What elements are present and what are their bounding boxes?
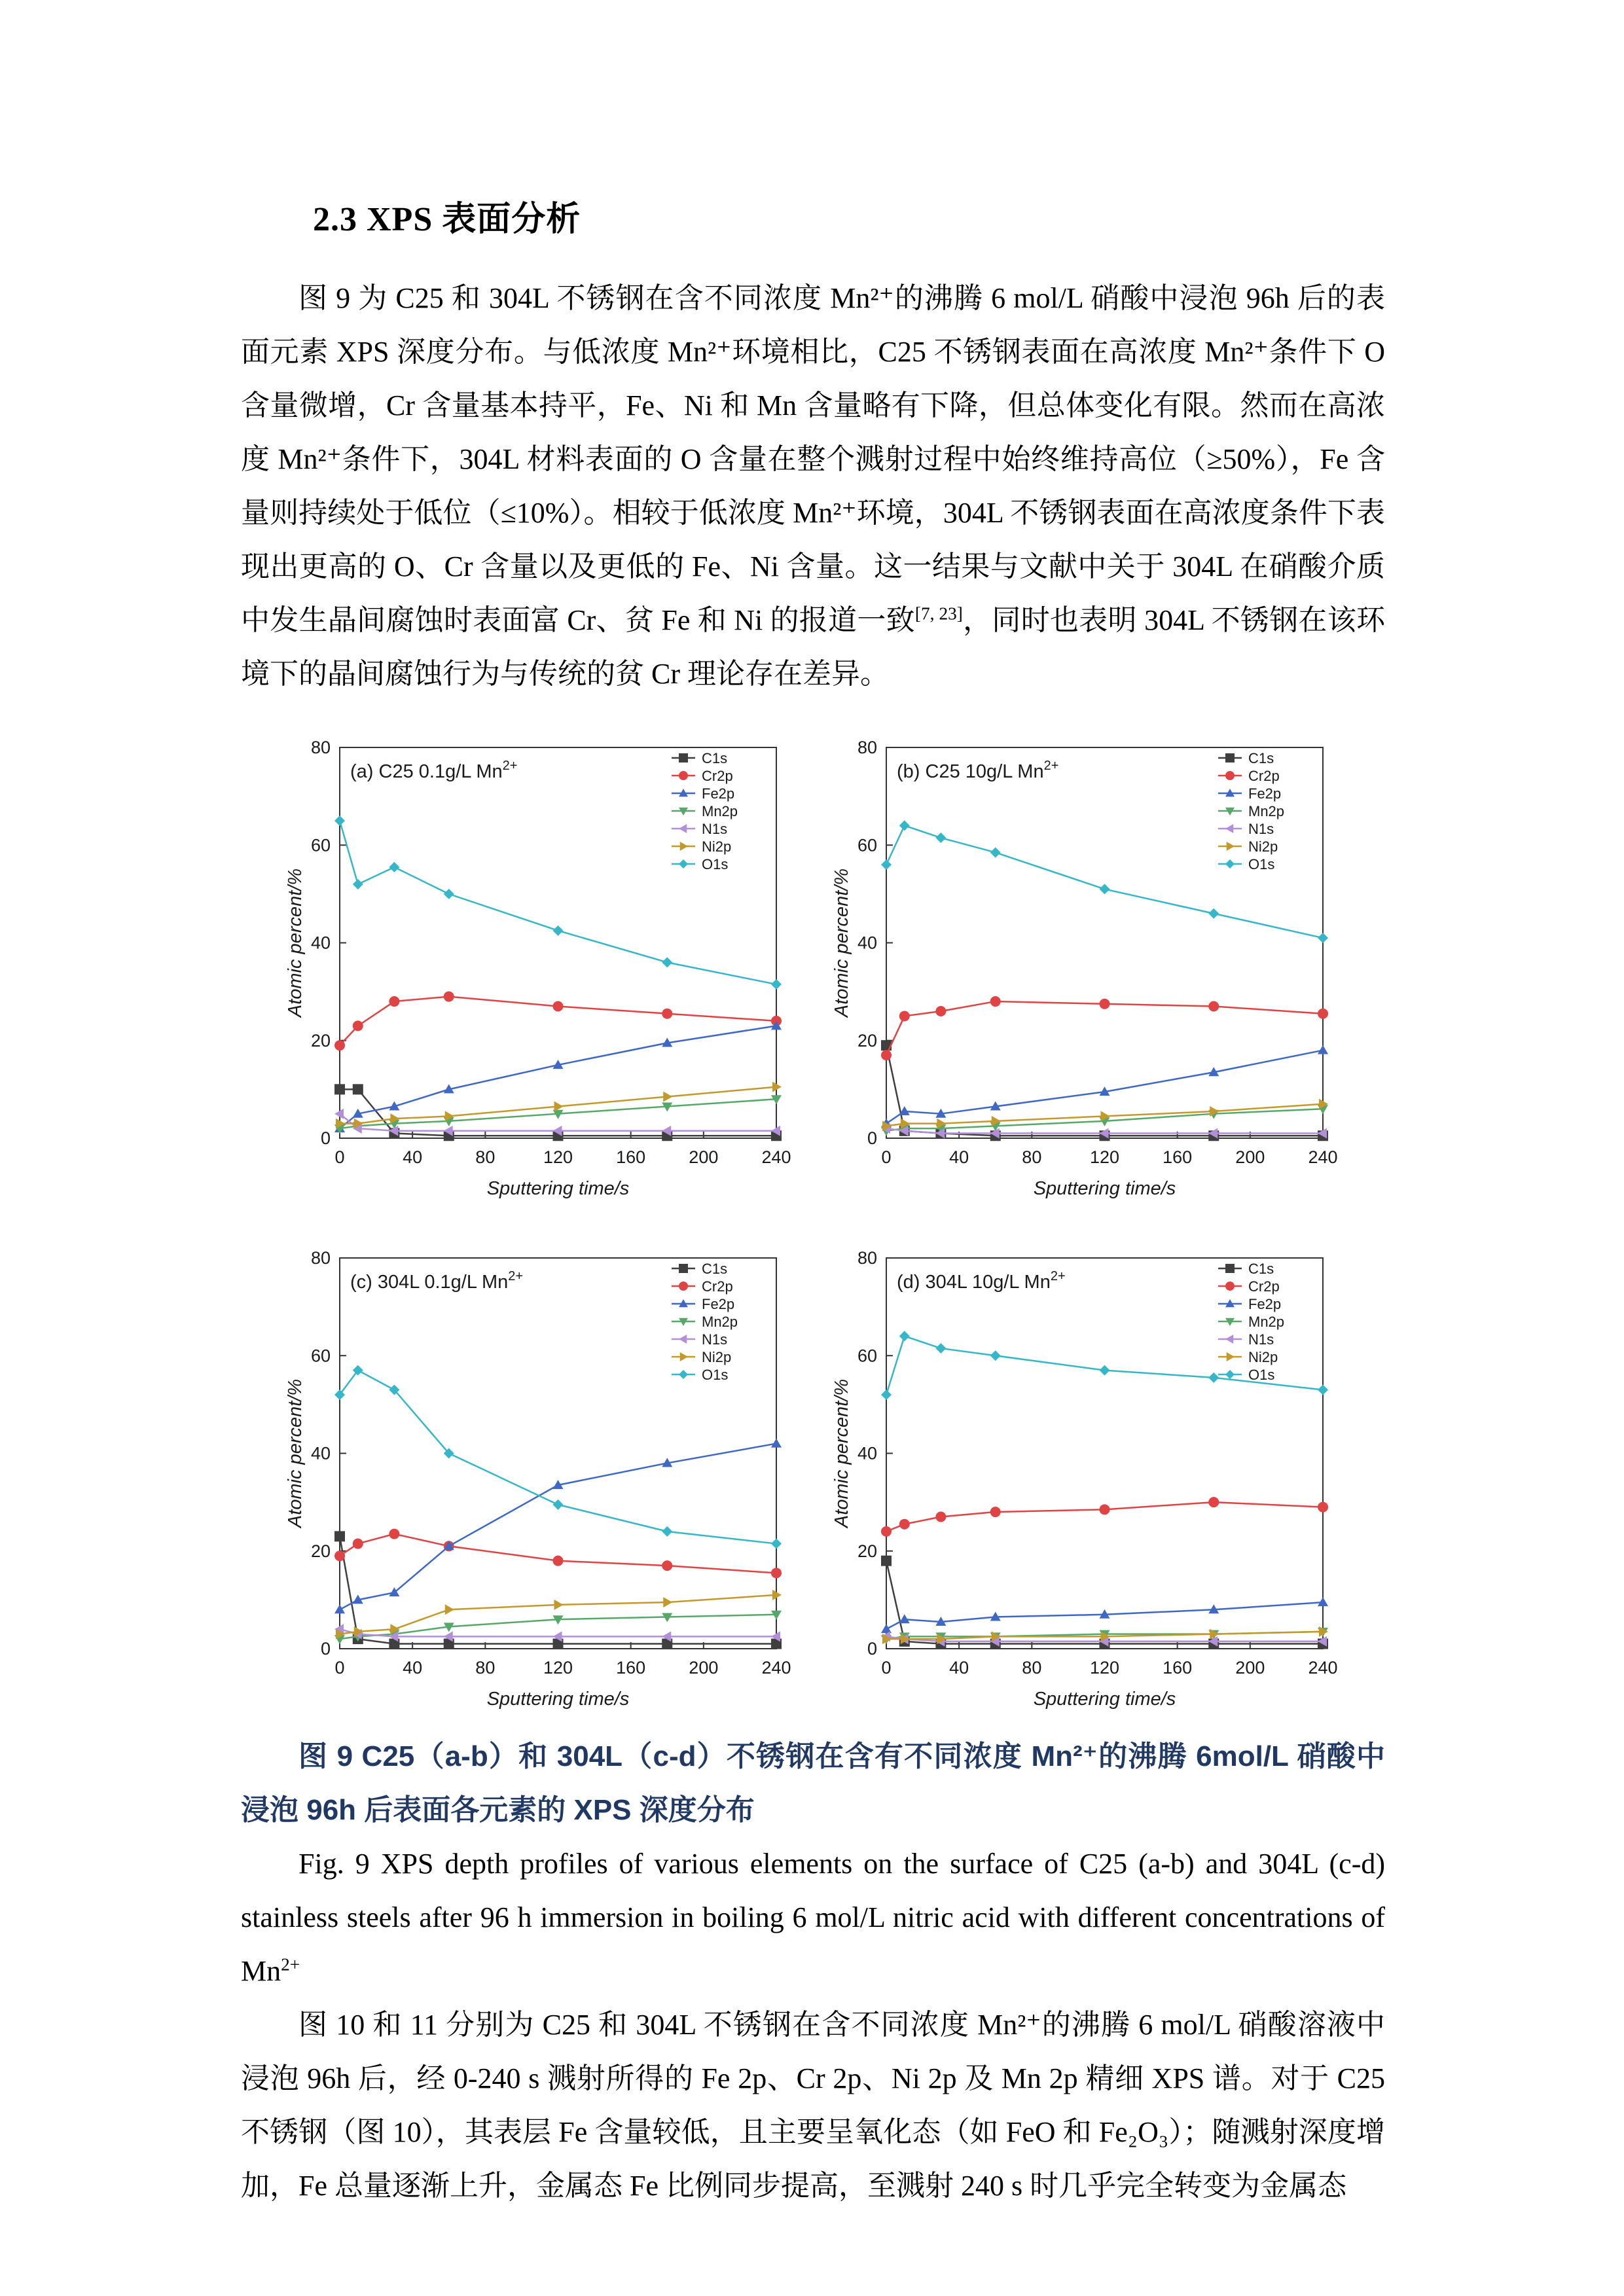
svg-text:120: 120 <box>543 1658 573 1677</box>
svg-text:160: 160 <box>616 1147 646 1167</box>
svg-text:Cr2p: Cr2p <box>1248 768 1280 784</box>
svg-text:80: 80 <box>475 1658 496 1677</box>
section-heading: 2.3 XPS 表面分析 <box>313 201 581 238</box>
svg-text:Ni2p: Ni2p <box>702 838 732 855</box>
svg-text:Fe2p: Fe2p <box>1248 1296 1282 1312</box>
svg-text:60: 60 <box>310 1346 331 1366</box>
svg-text:0: 0 <box>867 1639 877 1659</box>
svg-text:200: 200 <box>689 1147 719 1167</box>
svg-text:C1s: C1s <box>702 1261 728 1277</box>
svg-text:O1s: O1s <box>702 1367 729 1383</box>
svg-text:40: 40 <box>857 933 877 953</box>
paragraph-2: 图 10 和 11 分别为 C25 和 304L 不锈钢在含不同浓度 Mn²⁺的沸腾 6 mol/L 硝酸溶液中浸泡 96h 后，经 0-240 s 溅射所得的 Fe 2p、Cr 2p、Ni 2p 及 Mn 2p 精细 XPS 谱。对于 C25 不锈钢（图 10），其表层 Fe 含量较低，且主要呈氧化态（如 FeO 和 Fe₂O₃）；随溅射深度增加，Fe 总量逐渐上升，金属态 Fe 比例同步提高，至溅射 240 s 时几乎完全转变为金属态 <box>241 2009 1385 2202</box>
svg-text:Atomic percent/%: Atomic percent/% <box>285 868 306 1018</box>
svg-text:Ni2p: Ni2p <box>1248 1349 1278 1365</box>
svg-text:N1s: N1s <box>1248 821 1274 837</box>
svg-text:N1s: N1s <box>702 821 728 837</box>
svg-text:40: 40 <box>949 1658 969 1677</box>
svg-text:Cr2p: Cr2p <box>702 1278 733 1295</box>
svg-text:80: 80 <box>310 738 331 757</box>
svg-text:Mn2p: Mn2p <box>1248 803 1285 819</box>
svg-text:160: 160 <box>1163 1658 1193 1677</box>
chart-panel-a <box>284 731 795 1202</box>
svg-text:Atomic percent/%: Atomic percent/% <box>285 1378 306 1528</box>
svg-text:Fe2p: Fe2p <box>702 785 735 802</box>
svg-text:C1s: C1s <box>1248 750 1274 766</box>
svg-text:Fe2p: Fe2p <box>1248 785 1282 802</box>
svg-text:80: 80 <box>857 738 877 757</box>
svg-text:0: 0 <box>867 1128 877 1148</box>
svg-text:40: 40 <box>403 1147 423 1167</box>
chart-panel-b <box>831 731 1341 1202</box>
svg-text:80: 80 <box>857 1248 877 1268</box>
svg-text:40: 40 <box>403 1658 423 1677</box>
svg-text:40: 40 <box>857 1443 877 1463</box>
svg-text:Sputtering time/s: Sputtering time/s <box>1033 1689 1176 1710</box>
svg-text:C1s: C1s <box>702 750 728 766</box>
svg-text:40: 40 <box>310 933 331 953</box>
svg-text:20: 20 <box>857 1541 877 1561</box>
svg-text:Mn2p: Mn2p <box>702 1314 738 1330</box>
paragraph-1: 图 9 为 C25 和 304L 不锈钢在含不同浓度 Mn²⁺的沸腾 6 mol/L 硝酸中浸泡 96h 后的表面元素 XPS 深度分布。与低浓度 Mn²⁺环境相比，C25 不锈钢表面在高浓度 Mn²⁺条件下 O 含量微增，Cr 含量基本持平，Fe、Ni 和 Mn 含量略有下降，但总体变化有限。然而在高浓度 Mn²⁺条件下，304L 材料表面的 O 含量在整个溅射过程中始终维持高位（≥50%），Fe 含量则持续处于低位（≤10%）。相较于低浓度 Mn²⁺环境，304L 不锈钢表面在高浓度条件下表现出更高的 O、Cr 含量以及更低的 Fe、Ni 含量。这一结果与文献中关于 304L 在硝酸介质中发生晶间腐蚀时表面富 Cr、贫 Fe 和 Ni 的报道一致[7, 23]，同时也表明 304L 不锈钢在该环境下的晶间腐蚀行为与传统的贫 Cr 理论存在差异。 <box>241 282 1385 690</box>
svg-text:O1s: O1s <box>702 856 729 872</box>
svg-text:0: 0 <box>881 1658 892 1677</box>
svg-text:0: 0 <box>320 1639 331 1659</box>
svg-text:60: 60 <box>857 1346 877 1366</box>
svg-text:Atomic percent/%: Atomic percent/% <box>831 1378 852 1528</box>
svg-text:O1s: O1s <box>1248 1367 1275 1383</box>
svg-text:O1s: O1s <box>1248 856 1275 872</box>
svg-text:N1s: N1s <box>702 1331 728 1348</box>
svg-text:60: 60 <box>857 835 877 855</box>
svg-text:(a) C25 0.1g/L Mn2+: (a) C25 0.1g/L $Mn^{2+}$ <box>350 759 518 782</box>
svg-text:20: 20 <box>310 1030 331 1050</box>
svg-text:240: 240 <box>1308 1147 1338 1167</box>
svg-text:Cr2p: Cr2p <box>702 768 733 784</box>
svg-text:Mn2p: Mn2p <box>702 803 738 819</box>
svg-text:Fe2p: Fe2p <box>702 1296 735 1312</box>
svg-text:120: 120 <box>543 1147 573 1167</box>
figure-caption-en: Fig. 9 XPS depth profiles of various elements on the surface of C25 (a-b) and 304L (c-d) stainless steels after 96 h immersion in boiling 6 mol/L nitric acid with different concentrations of $Mn^{2+}$ <box>241 1848 1385 1987</box>
svg-text:160: 160 <box>1163 1147 1193 1167</box>
svg-text:80: 80 <box>475 1147 496 1167</box>
svg-text:40: 40 <box>310 1443 331 1463</box>
svg-text:Mn2p: Mn2p <box>1248 1314 1285 1330</box>
svg-text:0: 0 <box>334 1658 345 1677</box>
figure-caption-zh: 图 9 C25（a-b）和 304L（c-d）不锈钢在含有不同浓度 Mn²⁺的沸腾 6mol/L 硝酸中浸泡 96h 后表面各元素的 XPS 深度分布 <box>241 1740 1385 1826</box>
svg-text:Sputtering time/s: Sputtering time/s <box>1033 1178 1176 1199</box>
svg-text:60: 60 <box>310 835 331 855</box>
svg-text:Sputtering time/s: Sputtering time/s <box>486 1178 630 1199</box>
svg-text:80: 80 <box>310 1248 331 1268</box>
svg-text:(b) C25 10g/L Mn2+: (b) C25 10g/L $Mn^{2+}$ <box>897 759 1059 782</box>
svg-text:0: 0 <box>320 1128 331 1148</box>
svg-text:0: 0 <box>881 1147 892 1167</box>
svg-text:Sputtering time/s: Sputtering time/s <box>486 1689 630 1710</box>
svg-text:0: 0 <box>334 1147 345 1167</box>
xps-depth-profile-chart-d <box>831 1242 1341 1713</box>
xps-depth-profile-chart-b <box>831 731 1341 1202</box>
figure-9-chart-grid <box>284 731 1385 1713</box>
svg-text:80: 80 <box>1022 1658 1042 1677</box>
xps-depth-profile-chart-c <box>284 1242 795 1713</box>
chart-panel-d <box>831 1242 1341 1713</box>
svg-text:20: 20 <box>310 1541 331 1561</box>
xps-depth-profile-chart-a <box>284 731 795 1202</box>
svg-text:(c) 304L 0.1g/L Mn2+: (c) 304L 0.1g/L $Mn^{2+}$ <box>350 1269 524 1293</box>
svg-text:160: 160 <box>616 1658 646 1677</box>
svg-text:40: 40 <box>949 1147 969 1167</box>
svg-text:120: 120 <box>1089 1147 1120 1167</box>
svg-text:120: 120 <box>1089 1658 1120 1677</box>
svg-text:20: 20 <box>857 1030 877 1050</box>
svg-text:200: 200 <box>1235 1658 1265 1677</box>
svg-text:200: 200 <box>689 1658 719 1677</box>
svg-text:Ni2p: Ni2p <box>1248 838 1278 855</box>
svg-text:N1s: N1s <box>1248 1331 1274 1348</box>
page-content <box>241 191 1385 2213</box>
svg-text:Atomic percent/%: Atomic percent/% <box>831 868 852 1018</box>
svg-text:C1s: C1s <box>1248 1261 1274 1277</box>
chart-panel-c <box>284 1242 795 1713</box>
svg-text:Cr2p: Cr2p <box>1248 1278 1280 1295</box>
svg-text:240: 240 <box>761 1147 791 1167</box>
svg-text:200: 200 <box>1235 1147 1265 1167</box>
svg-text:(d) 304L 10g/L Mn2+: (d) 304L 10g/L $Mn^{2+}$ <box>897 1269 1066 1293</box>
svg-text:240: 240 <box>761 1658 791 1677</box>
svg-text:Ni2p: Ni2p <box>702 1349 732 1365</box>
svg-text:80: 80 <box>1022 1147 1042 1167</box>
svg-text:240: 240 <box>1308 1658 1338 1677</box>
